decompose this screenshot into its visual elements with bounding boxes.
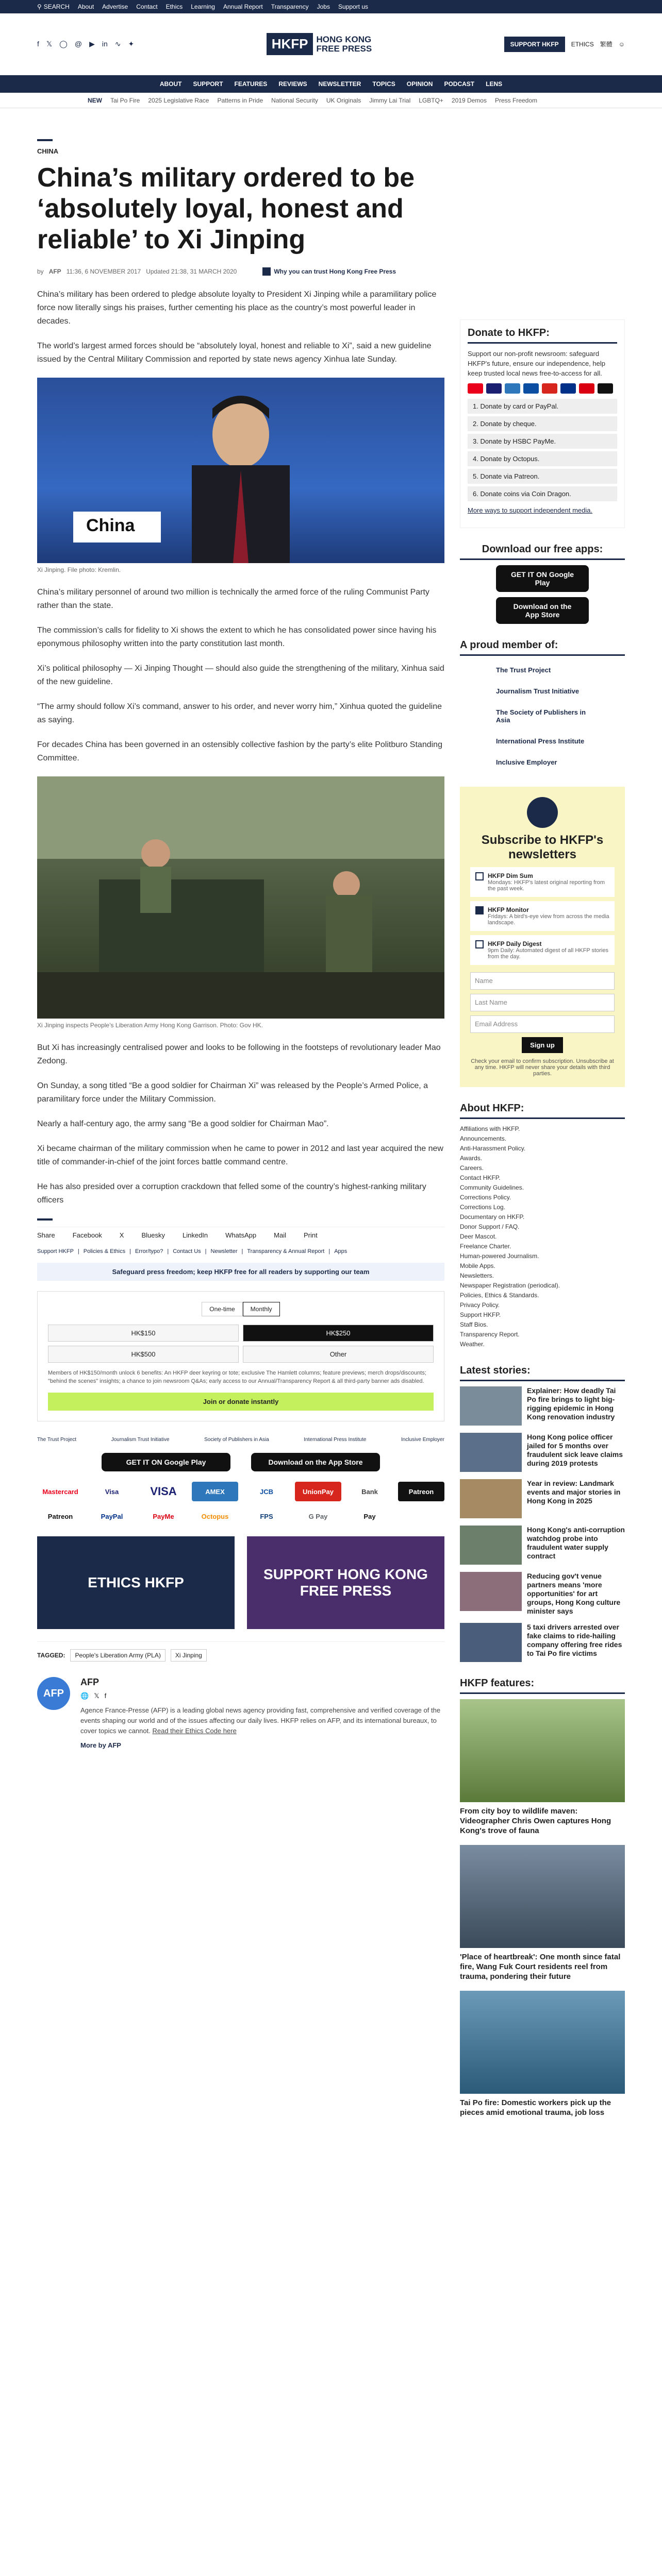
paragraph: Xi’s political philosophy — Xi Jinping Thought — should also guide the strengthening of the military, Xinhua said of the new guideline.	[37, 664, 444, 686]
ethics-promo[interactable]: ETHICS HKFP	[37, 1536, 235, 1629]
about-link[interactable]: Corrections Policy.	[460, 1194, 511, 1201]
about-link[interactable]: Policies, Ethics & Standards.	[460, 1292, 539, 1299]
mastercard-icon	[468, 383, 483, 394]
last-name-field[interactable]: Last Name	[470, 994, 615, 1011]
footer-link[interactable]: Newsletter	[210, 1248, 238, 1255]
amount-option[interactable]: HK$500	[48, 1346, 239, 1363]
topbar-link[interactable]: Contact	[136, 3, 158, 10]
latest-story[interactable]: Year in review: Landmark events and major stories in Hong Kong in 2025	[460, 1479, 625, 1518]
bluesky-icon[interactable]: ✦	[128, 40, 135, 48]
about-link[interactable]: Freelance Charter.	[460, 1243, 511, 1250]
newsletter-note: Check your email to confirm subscription. Unsubscribe at any time. HKFP will never share your details with third parties.	[471, 1058, 614, 1077]
trending-link[interactable]: Patterns in Pride	[217, 96, 263, 104]
about-link[interactable]: Newsletters.	[460, 1272, 494, 1279]
member-logos	[460, 661, 625, 771]
footer-link[interactable]: Error/typo?	[135, 1248, 163, 1255]
donate-option[interactable]: 5. Donate via Patreon.	[468, 469, 617, 484]
share-label: Share	[37, 1231, 55, 1239]
benefits-text: Members of HK$150/month unlock 6 benefits: An HKFP deer keyring or tote; exclusive The Hamlett columns; feature previews; merch drops/discounts; "behind the scenes" insights; a chance to join newsroom Q&As; early access to our Annual/Transparency Report & all third-party banner ads disabled.	[48, 1370, 426, 1384]
main-nav	[0, 75, 662, 93]
xi-jinping-photo	[37, 378, 444, 563]
top-bar	[0, 0, 662, 13]
topbar-link[interactable]: Support us	[338, 3, 369, 10]
x-icon[interactable]: 𝕏	[94, 1692, 100, 1700]
about-link[interactable]: Mobile Apps.	[460, 1262, 495, 1269]
by-label: by	[37, 268, 44, 275]
support-button[interactable]: SUPPORT HKFP	[504, 37, 565, 52]
trust-link[interactable]: Why you can trust Hong Kong Free Press	[262, 267, 396, 276]
trending-link[interactable]: National Security	[271, 96, 318, 104]
member-logo[interactable]: International Press Institute	[496, 737, 585, 745]
about-link[interactable]: Careers.	[460, 1164, 484, 1172]
name-card: China	[86, 516, 135, 535]
paragraph: “The army should follow Xi’s command, answer to his order, and never worry him,” Xinhua quoted the guideline as saying.	[37, 702, 442, 724]
paypal-logo[interactable]: PayPal	[101, 1512, 123, 1520]
facebook-icon[interactable]: f	[104, 1692, 107, 1700]
photo-illustration	[37, 776, 444, 1019]
search-icon: ⚲	[37, 3, 42, 10]
search-link[interactable]: ⚲ SEARCH	[37, 3, 70, 10]
share-whatsapp[interactable]: WhatsApp	[225, 1231, 257, 1239]
share-facebook[interactable]: Facebook	[72, 1231, 102, 1239]
sidebar-heading: About HKFP:	[460, 1103, 625, 1119]
nav-item[interactable]: FEATURES	[234, 80, 268, 88]
bank-logo[interactable]: Bank	[361, 1487, 378, 1496]
checkbox[interactable]	[475, 940, 484, 948]
donate-sidebar	[460, 319, 625, 528]
article-title: China’s military ordered to be ‘absolutely loyal, honest and reliable’ to Xi Jinping	[37, 163, 415, 255]
donate-widget	[37, 1291, 444, 1421]
author-bio: Agence France-Presse (AFP) is a leading global news agency providing fast, comprehensive and verified coverage of the events shaping our world and of the issues affecting our daily lives. HKFP relies on AFP, and its international bureaux, to cover topics we cannot. Read their Ethics Code here	[80, 1706, 441, 1735]
amount-option[interactable]: HK$250	[243, 1325, 434, 1342]
about-link[interactable]: Documentary on HKFP.	[460, 1213, 525, 1221]
nav-item[interactable]: OPINION	[406, 80, 433, 88]
member-logo[interactable]: The Society of Publishers in Asia	[496, 708, 586, 724]
nav-item[interactable]: LENS	[486, 80, 503, 88]
story-thumbnail	[460, 1623, 522, 1662]
support-promo[interactable]: SUPPORT HONG KONG FREE PRESS	[247, 1536, 444, 1629]
about-link[interactable]: Privacy Policy.	[460, 1301, 500, 1309]
footer-link[interactable]: Policies & Ethics	[83, 1248, 126, 1255]
more-by-link[interactable]: More by AFP	[80, 1741, 121, 1749]
sidebar-heading: HKFP features:	[460, 1677, 625, 1694]
trending-link[interactable]: Press Freedom	[494, 96, 538, 104]
about-link[interactable]: Anti-Harassment Policy.	[460, 1145, 526, 1152]
amount-grid	[48, 1325, 434, 1363]
newsletter-signup	[460, 787, 625, 1087]
nav-item[interactable]: SUPPORT	[193, 80, 223, 88]
logo-box: HKFP	[267, 33, 313, 55]
story-thumbnail	[460, 1386, 522, 1426]
join-button[interactable]: Join or donate instantly	[48, 1393, 434, 1411]
paragraph: But Xi has increasingly centralised power and looks to be following in the footsteps of revolutionary leader Mao Zedong.	[37, 1043, 441, 1065]
about-link[interactable]: Human-powered Journalism.	[460, 1252, 539, 1260]
article-column	[37, 108, 444, 2133]
trending-link[interactable]: Tai Po Fire	[110, 96, 140, 104]
paragraph: China’s military has been ordered to pledge absolute loyalty to President Xi Jinping while a paramilitary police force now literally sings his praises, further cementing his place as the country’s most powerful leader in decades.	[37, 290, 437, 326]
about-link[interactable]: Newspaper Registration (periodical).	[460, 1282, 560, 1289]
features-sidebar	[460, 1677, 625, 2117]
latest-sidebar	[460, 1365, 625, 1662]
about-link[interactable]: Transparency Report.	[460, 1331, 520, 1338]
site-logo[interactable]	[267, 33, 372, 55]
story-thumbnail	[460, 1433, 522, 1472]
globe-icon[interactable]: 🌐	[80, 1692, 89, 1700]
topbar-link[interactable]: Advertise	[102, 3, 128, 10]
site-header	[0, 13, 662, 75]
footer-link[interactable]: Transparency & Annual Report	[247, 1248, 325, 1255]
apple-pay-logo[interactable]: Pay	[363, 1512, 376, 1520]
footer-link[interactable]: Apps	[334, 1248, 347, 1255]
payme-logo[interactable]: PayMe	[153, 1512, 174, 1520]
nav-item[interactable]: NEWSLETTER	[318, 80, 361, 88]
about-link[interactable]: Community Guidelines.	[460, 1184, 524, 1191]
feature-image	[460, 1991, 625, 2094]
logo-text: HONG KONG FREE PRESS	[316, 34, 372, 54]
sidebar-heading: A proud member of:	[460, 639, 625, 656]
trending-link[interactable]: 2019 Demos	[451, 96, 487, 104]
youtube-icon[interactable]: ▶	[89, 40, 95, 48]
share-x[interactable]: X	[119, 1231, 124, 1239]
feature-image	[460, 1845, 625, 1948]
sidebar	[460, 108, 625, 2133]
article-footer-links: Support HKFP | Policies & Ethics | Error/typo? | Contact Us | Newsletter | Transparency & Annual Report | Apps	[37, 1248, 347, 1255]
x-icon[interactable]: 𝕏	[46, 40, 53, 48]
partner-logos	[37, 1437, 444, 1443]
tag[interactable]: People's Liberation Army (PLA)	[70, 1649, 165, 1662]
about-link[interactable]: Corrections Log.	[460, 1204, 506, 1211]
paragraph: He has also presided over a corruption crackdown that felled some of the country’s highest-ranking military officers	[37, 1182, 426, 1205]
feature-story[interactable]: 'Place of heartbreak': One month since fatal fire, Wang Fuk Court residents reel from trauma, pondering their future	[460, 1845, 625, 1981]
partner-logo[interactable]: International Press Institute	[304, 1437, 367, 1443]
ethics-code-link[interactable]: Read their Ethics Code here	[152, 1727, 237, 1735]
new-badge: NEW	[88, 96, 102, 104]
about-link[interactable]: Deer Mascot.	[460, 1233, 497, 1240]
donate-option[interactable]: 3. Donate by HSBC PayMe.	[468, 434, 617, 449]
octopus-logo[interactable]: Octopus	[201, 1512, 229, 1520]
language-switch[interactable]: 繁體	[600, 41, 613, 48]
donate-option[interactable]: 4. Donate by Octopus.	[468, 451, 617, 466]
promo-videos	[37, 1536, 444, 1629]
checkbox[interactable]	[475, 906, 484, 914]
category-bar	[37, 139, 53, 141]
latest-story[interactable]: Reducing gov't venue partners means 'more opportunities' for art groups, Hong Kong culture minister says	[460, 1572, 625, 1616]
topbar-link[interactable]: About	[77, 3, 94, 10]
photo-caption: Xi Jinping. File photo: Kremlin.	[37, 566, 121, 573]
trending-link[interactable]: 2025 Legislative Race	[148, 96, 209, 104]
app-store-badge[interactable]: Download on the App Store	[496, 597, 589, 624]
about-link[interactable]: Support HKFP.	[460, 1311, 501, 1318]
topbar-link[interactable]: Transparency	[271, 3, 309, 10]
unionpay-icon	[542, 383, 557, 394]
partner-logo[interactable]: Journalism Trust Initiative	[111, 1437, 170, 1443]
first-name-field[interactable]: Name	[470, 972, 615, 990]
member-logo[interactable]: Journalism Trust Initiative	[496, 687, 580, 695]
trending-link[interactable]: Jimmy Lai Trial	[369, 96, 411, 104]
paragraph: For decades China has been governed in an ostensibly collective fashion by the party’s elite Politburo Standing Committee.	[37, 740, 442, 762]
share-bar	[37, 1227, 444, 1243]
publish-date: 11:36, 6 NOVEMBER 2017	[66, 268, 141, 275]
byline	[37, 267, 444, 276]
topbar-link[interactable]: Jobs	[317, 3, 330, 10]
sidebar-heading: Donate to HKFP:	[468, 327, 617, 344]
threads-icon[interactable]: @	[74, 40, 82, 48]
paragraph: Xi became chairman of the military commission when he came to power in 2012 and last year acquired the new title of commander-in-chief of the joint forces battle command centre.	[37, 1144, 443, 1166]
photo-caption: Xi Jinping inspects People’s Liberation Army Hong Kong Garrison. Photo: Gov HK.	[37, 1022, 263, 1029]
google-pay-logo[interactable]: G Pay	[308, 1512, 328, 1520]
social-links	[37, 40, 134, 48]
amex-icon	[505, 383, 520, 394]
monthly-tab[interactable]: Monthly	[243, 1302, 280, 1316]
footer-link[interactable]: Support HKFP	[37, 1248, 74, 1255]
feature-story[interactable]: Tai Po fire: Domestic workers pick up the pieces amid emotional trauma, job loss	[460, 1991, 625, 2117]
paypal-icon	[560, 383, 576, 394]
partner-logo[interactable]: Society of Publishers in Asia	[204, 1437, 269, 1443]
member-sidebar	[460, 639, 625, 771]
payme-icon	[579, 383, 594, 394]
about-sidebar	[460, 1103, 625, 1349]
donate-text: Support our non-profit newsroom: safeguard HKFP's future, ensure our independence, help keep trusted local news free-to-access for all.	[468, 350, 605, 377]
author-link[interactable]: AFP	[48, 268, 61, 275]
topbar-link[interactable]: Learning	[191, 3, 215, 10]
feature-image	[460, 1699, 625, 1802]
member-logo[interactable]: Inclusive Employer	[496, 758, 557, 766]
ethics-link[interactable]: ETHICS	[571, 40, 594, 48]
linkedin-icon[interactable]: in	[102, 40, 108, 48]
google-play-badge[interactable]: GET IT ON Google Play	[102, 1453, 230, 1471]
nav-item[interactable]: REVIEWS	[278, 80, 307, 88]
amount-option[interactable]: HK$150	[48, 1325, 239, 1342]
paragraph: On Sunday, a song titled “Be a good soldier for Chairman Xi” was released by the People’s Armed Police, a paramilitary force under the Military Commission.	[37, 1081, 428, 1104]
latest-story[interactable]: Explainer: How deadly Tai Po fire brings to light big-rigging epidemic in Hong Kong renovation industry	[460, 1386, 625, 1426]
paragraph: Nearly a half-century ago, the army sang “Be a good soldier for Chairman Mao”.	[37, 1120, 329, 1128]
jcb-icon	[523, 383, 539, 394]
share-bluesky[interactable]: Bluesky	[141, 1231, 165, 1239]
about-link[interactable]: Donor Support / FAQ.	[460, 1223, 520, 1230]
nav-item[interactable]: TOPICS	[372, 80, 395, 88]
share-print[interactable]: Print	[303, 1231, 318, 1239]
article-category[interactable]: CHINA	[37, 147, 59, 155]
payment-methods	[37, 1482, 444, 1526]
story-thumbnail	[460, 1572, 522, 1611]
donate-option[interactable]: 6. Donate coins via Coin Dragon.	[468, 486, 617, 501]
latest-story[interactable]: 5 taxi drivers arrested over fake claims to ride-hailing company offering free rides to Tai Po fire victims	[460, 1623, 625, 1662]
patreon-icon	[598, 383, 613, 394]
nav-item[interactable]: ABOUT	[159, 80, 182, 88]
newsletter-logo	[527, 797, 558, 828]
about-links	[460, 1124, 625, 1349]
mastercard-logo[interactable]: Mastercard	[42, 1487, 78, 1496]
apps-sidebar	[460, 544, 625, 624]
checkbox[interactable]	[475, 872, 484, 880]
about-link[interactable]: Weather.	[460, 1341, 485, 1348]
signup-button[interactable]: Sign up	[522, 1037, 563, 1053]
donate-options	[468, 399, 617, 501]
email-field[interactable]: Email Address	[470, 1015, 615, 1033]
end-bar	[37, 1218, 53, 1221]
garrison-photo	[37, 776, 444, 1019]
account-icon[interactable]: ☺	[618, 40, 625, 48]
latest-story[interactable]: Hong Kong's anti-corruption watchdog probe into fraudulent water supply contract	[460, 1526, 625, 1565]
patreon-logo[interactable]: Patreon	[398, 1482, 444, 1501]
footer-link[interactable]: Contact Us	[173, 1248, 201, 1255]
topbar-link[interactable]: Ethics	[166, 3, 183, 10]
paragraph: The world’s largest armed forces should be “absolutely loyal, honest and reliable to Xi”, said a new guideline issued by the Central Military Commission and reported by state news agency Xinhua late Sunday.	[37, 342, 432, 364]
updated-date: Updated 21:38, 31 MARCH 2020	[146, 268, 237, 275]
about-link[interactable]: Affiliations with HKFP.	[460, 1125, 520, 1132]
about-link[interactable]: Awards.	[460, 1155, 483, 1162]
paragraph: China’s military personnel of around two million is technically the armed force of the ruling Communist Party rather than the state.	[37, 588, 429, 610]
one-time-tab[interactable]: One-time	[202, 1302, 242, 1316]
app-store-badge[interactable]: Download on the App Store	[251, 1453, 380, 1471]
more-ways-link[interactable]: More ways to support independent media.	[468, 506, 593, 514]
instagram-icon[interactable]: ◯	[59, 40, 68, 48]
share-mail[interactable]: Mail	[274, 1231, 286, 1239]
member-logo[interactable]: The Trust Project	[496, 666, 551, 674]
tag-list	[37, 1641, 444, 1662]
frequency-toggle	[48, 1302, 434, 1316]
visa-logo[interactable]: VISA	[150, 1485, 177, 1498]
donate-option[interactable]: 2. Donate by cheque.	[468, 416, 617, 431]
about-link[interactable]: Announcements.	[460, 1135, 507, 1142]
page-body	[0, 108, 662, 2133]
newsletter-option[interactable]: HKFP Dim Sum Mondays: HKFP's latest original reporting from the past week.	[470, 867, 615, 897]
author-social	[80, 1692, 444, 1700]
tag[interactable]: Xi Jinping	[171, 1649, 207, 1662]
latest-story[interactable]: Hong Kong police officer jailed for 5 months over fraudulent sick leave claims during 2019 protests	[460, 1433, 625, 1472]
newsletter-title: Subscribe to HKFP's newsletters	[481, 833, 604, 861]
jcb-logo[interactable]: JCB	[259, 1487, 273, 1496]
story-thumbnail	[460, 1479, 522, 1518]
donate-option[interactable]: 1. Donate by card or PayPal.	[468, 399, 617, 414]
topbar-link[interactable]: Annual Report	[223, 3, 263, 10]
rss-icon[interactable]: ∿	[114, 40, 121, 48]
share-linkedin[interactable]: LinkedIn	[183, 1231, 208, 1239]
amex-logo[interactable]: AMEX	[192, 1482, 238, 1501]
unionpay-logo[interactable]: UnionPay	[295, 1482, 341, 1501]
partner-logo[interactable]: Inclusive Employer	[401, 1437, 444, 1443]
tags-label: TAGGED:	[37, 1652, 65, 1659]
author-name[interactable]: AFP	[80, 1677, 99, 1687]
trending-link[interactable]: LGBTQ+	[419, 96, 443, 104]
fps-logo[interactable]: FPS	[260, 1512, 273, 1520]
sidebar-heading: Download our free apps:	[460, 544, 625, 560]
sidebar-heading: Latest stories:	[460, 1365, 625, 1381]
header-right	[504, 37, 625, 52]
safeguard-banner[interactable]: Safeguard press freedom; keep HKFP free for all readers by supporting our team	[37, 1263, 444, 1281]
facebook-icon[interactable]: f	[37, 40, 39, 48]
card-logos	[468, 383, 617, 394]
trending-bar	[0, 93, 662, 108]
app-badges	[37, 1453, 444, 1471]
author-box	[37, 1677, 444, 1749]
newsletter-option[interactable]: HKFP Monitor Fridays: A bird's-eye view from across the media landscape.	[470, 901, 615, 931]
trust-icon	[262, 267, 271, 276]
story-thumbnail	[460, 1526, 522, 1565]
google-play-badge[interactable]: GET IT ON Google Play	[496, 565, 589, 592]
about-link[interactable]: Contact HKFP.	[460, 1174, 501, 1181]
visa-logo[interactable]: Visa	[105, 1487, 119, 1496]
newsletter-option[interactable]: HKFP Daily Digest 9pm Daily: Automated digest of all HKFP stories from the day.	[470, 935, 615, 965]
paragraph: The commission’s calls for fidelity to Xi shows the extent to which he has consolidated power since having his eponymous philosophy written into the party constitution last month.	[37, 626, 437, 648]
about-link[interactable]: Staff Bios.	[460, 1321, 488, 1328]
nav-item[interactable]: PODCAST	[444, 80, 475, 88]
partner-logo[interactable]: The Trust Project	[37, 1437, 77, 1443]
amount-option[interactable]: Other	[243, 1346, 434, 1363]
avatar[interactable]: AFP	[37, 1677, 70, 1710]
patreon-logo[interactable]: Patreon	[47, 1512, 73, 1520]
feature-story[interactable]: From city boy to wildlife maven: Videographer Chris Owen captures Hong Kong's trove of fauna	[460, 1699, 625, 1836]
trending-link[interactable]: UK Originals	[326, 96, 361, 104]
visa-icon	[486, 383, 502, 394]
